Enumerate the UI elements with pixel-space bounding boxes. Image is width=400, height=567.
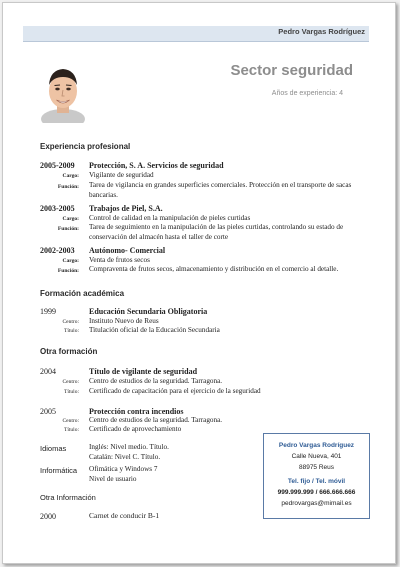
job-period: 2002-2003 (40, 246, 75, 255)
job-role-label: Cargo: (62, 258, 79, 264)
section-training-heading: Otra formación (40, 347, 98, 356)
section-experience-heading: Experiencia profesional (40, 142, 131, 151)
training-year: 2004 (40, 367, 56, 376)
job-function-label: Función: (57, 226, 79, 232)
job-function: Tarea de seguimiento en la manipulación de las pieles curtidas, controlando su estado de conservación del almacén hasta el taller de corte (89, 223, 344, 241)
training-title: Protección contra incendios (89, 407, 184, 416)
job-function: Tarea de vigilancia en grandes superficies comerciales. Protección en el transporte de sacas bancarias. (89, 181, 352, 199)
job-period: 2005-2009 (40, 161, 75, 170)
job-company: Protección, S. A. Servicios de seguridad (89, 161, 224, 170)
job-role: Venta de frutos secos (89, 256, 150, 264)
education-center-label: Centro: (62, 319, 79, 325)
job-function-label: Función: (57, 268, 79, 274)
education-degree: Titulación oficial de la Educación Secundaria (89, 326, 220, 334)
computing-line: Nivel de usuario (89, 475, 137, 483)
header-bar (23, 26, 369, 42)
training-degree: Certificado de aprovechamiento (89, 425, 182, 433)
years-experience: Años de experiencia: 4 (271, 90, 343, 97)
contact-city: 88975 Reus (298, 464, 335, 471)
computing-label: Informática (40, 466, 78, 475)
training-center-label: Centro: (62, 379, 79, 385)
contact-phones: 999.999.999 / 666.666.666 (277, 489, 356, 496)
training-center: Centro de estudios de la seguridad. Tarragona. (89, 416, 223, 424)
contact-street: Calle Nueva, 401 (291, 453, 342, 460)
job-role: Vigilante de seguridad (89, 171, 154, 179)
training-title: Título de vigilante de seguridad (89, 367, 198, 376)
computing-line: Ofimática y Windows 7 (89, 465, 158, 473)
job-role-label: Cargo: (62, 216, 79, 222)
job-function: Compraventa de frutos secos, almacenamiento y distribución en el comercio al detalle. (89, 265, 339, 273)
training-degree-label: Título: (64, 389, 79, 395)
education-center: Instituto Nuevo de Reus (89, 317, 159, 325)
section-other-info-heading: Otra Información (40, 493, 96, 502)
contact-box (263, 433, 370, 519)
language-line: Inglés: Nivel medio. Título. (89, 443, 169, 451)
contact-email[interactable]: pedrovargas@mimail.es (281, 500, 352, 507)
other-info-year: 2000 (40, 512, 56, 521)
job-period: 2003-2005 (40, 204, 75, 213)
job-company: Autónomo- Comercial (89, 246, 166, 255)
job-role: Control de calidad en la manipulación de pieles curtidas (89, 214, 251, 222)
cv-page (2, 2, 396, 564)
job-function-label: Función: (57, 184, 79, 190)
training-center: Centro de estudios de la seguridad. Tarragona. (89, 377, 223, 385)
training-center-label: Centro: (62, 418, 79, 424)
job-role-label: Cargo: (62, 173, 79, 179)
sector-title: Sector seguridad (230, 62, 353, 79)
education-year: 1999 (40, 307, 56, 316)
education-degree-label: Título: (64, 328, 79, 334)
section-education-heading: Formación académica (40, 289, 125, 298)
contact-name: Pedro Vargas Rodríguez (278, 442, 355, 449)
languages-label: Idiomas (40, 444, 67, 453)
training-year: 2005 (40, 407, 56, 416)
other-info-text: Carnet de conducir B-1 (89, 511, 160, 520)
language-line: Catalán: Nivel C. Título. (89, 453, 161, 461)
contact-phone-label: Tel. fijo / Tel. móvil (287, 478, 346, 485)
job-company: Trabajos de Piel, S.A. (89, 204, 163, 213)
header-name: Pedro Vargas Rodríguez (278, 27, 365, 36)
training-degree: Certificado de capacitación para el ejercicio de la seguridad (89, 387, 261, 395)
education-title: Educación Secundaria Obligatoria (89, 307, 208, 316)
profile-photo (39, 61, 87, 123)
training-degree-label: Título: (64, 427, 79, 433)
